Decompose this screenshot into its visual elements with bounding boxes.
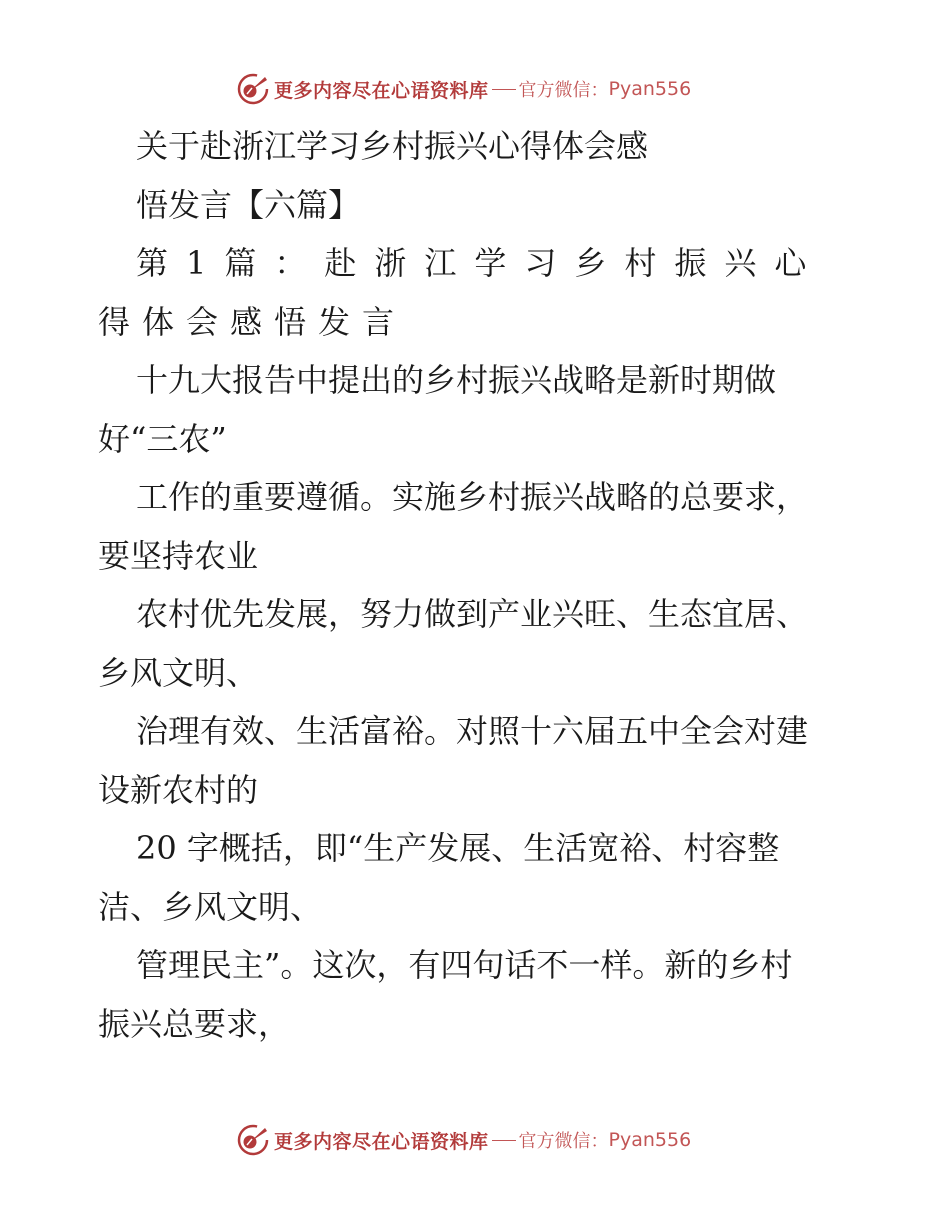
paragraph-line: 20 字概括，即“生产发展、生活宽裕、村容整: [136, 829, 780, 867]
section-heading-line-1: 第1篇：赴浙江学习乡村振兴心: [136, 244, 825, 282]
watermark-wechat-id: Pyan556: [608, 78, 692, 100]
watermark-site-name: 更多内容尽在心语资料库: [274, 1130, 489, 1153]
watermark-wechat-label: 官方微信：: [518, 1131, 609, 1152]
doc-title-line-1: 关于赴浙江学习乡村振兴心得体会感: [136, 127, 649, 165]
paragraph-line: 治理有效、生活富裕。对照十六届五中全会对建: [136, 712, 809, 750]
paragraph-line: 设新农村的: [98, 771, 259, 809]
section-heading-line-2: 得体会感悟发言: [98, 303, 407, 341]
watermark-dash: [492, 89, 516, 90]
header-watermark: [236, 72, 691, 106]
watermark-wechat-id: Pyan556: [608, 1129, 692, 1151]
paragraph-line: 十九大报告中提出的乡村振兴战略是新时期做: [136, 361, 777, 399]
watermark-site-name: 更多内容尽在心语资料库: [274, 79, 489, 102]
paragraph-line: 好“三农”: [98, 420, 227, 458]
paragraph-line: 洁、乡风文明、: [98, 888, 323, 926]
pen-logo-icon: [236, 72, 270, 106]
paragraph-line: 工作的重要遵循。实施乡村振兴战略的总要求，: [136, 478, 809, 516]
watermark-dash: [492, 1140, 516, 1141]
doc-title-line-2: 悟发言【六篇】: [136, 186, 361, 224]
paragraph-line: 农村优先发展，努力做到产业兴旺、生态宜居、: [136, 595, 809, 633]
pen-logo-icon: [236, 1123, 270, 1157]
watermark-wechat-label: 官方微信：: [518, 80, 609, 101]
paragraph-line: 管理民主”。这次，有四句话不一样。新的乡村: [136, 946, 793, 984]
paragraph-line: 要坚持农业: [98, 537, 259, 575]
paragraph-line: 振兴总要求，: [98, 1005, 291, 1043]
paragraph-line: 乡风文明、: [98, 654, 259, 692]
footer-watermark: [236, 1123, 691, 1157]
